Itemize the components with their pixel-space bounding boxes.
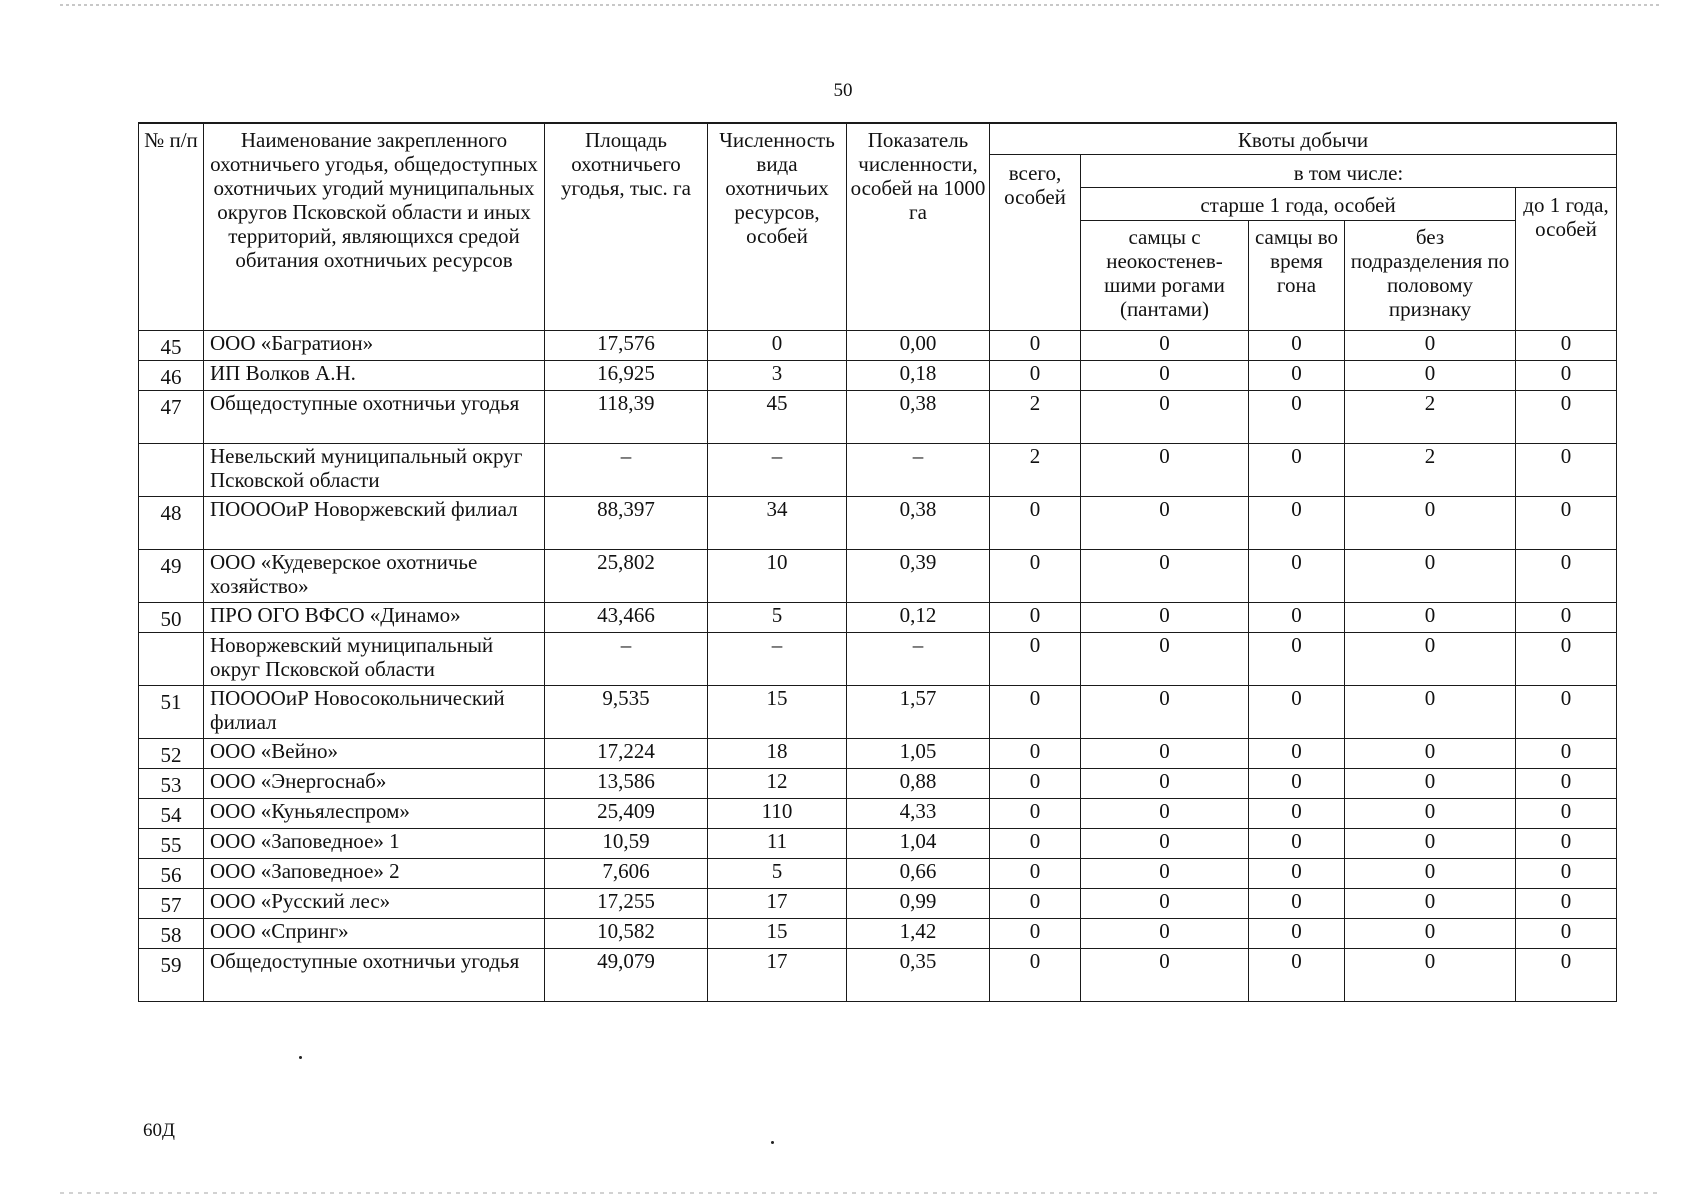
row-total: 0 — [990, 738, 1081, 768]
row-young: 0 — [1516, 549, 1617, 602]
scan-speck — [771, 1141, 774, 1144]
row-total: 0 — [990, 549, 1081, 602]
row-number: 46 — [139, 360, 204, 390]
row-males-rut: 0 — [1249, 602, 1345, 632]
row-area: 118,39 — [545, 390, 708, 443]
row-name: ООО «Русский лес» — [204, 888, 545, 918]
header-no-sex: без подразделения по половому признаку — [1345, 220, 1516, 330]
row-density: 1,04 — [847, 828, 990, 858]
row-name: ООО «Спринг» — [204, 918, 545, 948]
row-total: 0 — [990, 602, 1081, 632]
row-area: 10,582 — [545, 918, 708, 948]
table-row — [139, 828, 1617, 858]
row-density: – — [847, 443, 990, 496]
row-males-antlers: 0 — [1081, 768, 1249, 798]
row-males-rut: 0 — [1249, 888, 1345, 918]
table-header — [139, 123, 1617, 330]
header-including: в том числе: — [1081, 154, 1617, 187]
row-density: 0,99 — [847, 888, 990, 918]
row-density: 0,18 — [847, 360, 990, 390]
row-population: 18 — [708, 738, 847, 768]
row-density: 0,12 — [847, 602, 990, 632]
row-number: 52 — [139, 738, 204, 768]
row-total: 0 — [990, 918, 1081, 948]
row-density: 4,33 — [847, 798, 990, 828]
row-no-sex: 0 — [1345, 632, 1516, 685]
row-population: 10 — [708, 549, 847, 602]
row-name: Невельский муниципальный округ Псковской области — [204, 443, 545, 496]
row-young: 0 — [1516, 496, 1617, 549]
header-total: всего, особей — [990, 154, 1081, 330]
scan-edge-top — [60, 4, 1660, 6]
row-density: 1,57 — [847, 685, 990, 738]
row-density: 0,00 — [847, 330, 990, 360]
row-no-sex: 0 — [1345, 888, 1516, 918]
row-name: Общедоступные охотничьи угодья — [204, 390, 545, 443]
row-name: ООО «Заповедное» 2 — [204, 858, 545, 888]
row-name: ПООООиР Новоржевский филиал — [204, 496, 545, 549]
row-no-sex: 2 — [1345, 390, 1516, 443]
row-population: 5 — [708, 858, 847, 888]
row-density: 0,66 — [847, 858, 990, 888]
row-young: 0 — [1516, 798, 1617, 828]
row-total: 0 — [990, 685, 1081, 738]
row-no-sex: 0 — [1345, 858, 1516, 888]
row-males-rut: 0 — [1249, 798, 1345, 828]
table-body — [139, 330, 1617, 1001]
row-total: 0 — [990, 632, 1081, 685]
row-population: 12 — [708, 768, 847, 798]
table-row — [139, 738, 1617, 768]
table-row — [139, 918, 1617, 948]
row-area: 49,079 — [545, 948, 708, 1001]
row-males-rut: 0 — [1249, 685, 1345, 738]
row-no-sex: 0 — [1345, 360, 1516, 390]
header-density: Показатель численности, особей на 1000 га — [847, 123, 990, 330]
header-area: Площадь охотничьего угодья, тыс. га — [545, 123, 708, 330]
row-males-antlers: 0 — [1081, 602, 1249, 632]
header-males-rut: самцы во время гона — [1249, 220, 1345, 330]
table-row — [139, 768, 1617, 798]
row-males-antlers: 0 — [1081, 632, 1249, 685]
scan-speck — [299, 1056, 302, 1059]
row-males-rut: 0 — [1249, 443, 1345, 496]
header-quotas: Квоты добычи — [990, 123, 1617, 154]
row-males-antlers: 0 — [1081, 390, 1249, 443]
row-young: 0 — [1516, 948, 1617, 1001]
row-males-rut: 0 — [1249, 632, 1345, 685]
row-males-antlers: 0 — [1081, 549, 1249, 602]
row-total: 0 — [990, 496, 1081, 549]
table-row — [139, 888, 1617, 918]
table-row — [139, 443, 1617, 496]
row-young: 0 — [1516, 390, 1617, 443]
footer-code: 60Д — [143, 1120, 175, 1141]
table-row — [139, 549, 1617, 602]
row-density: 1,05 — [847, 738, 990, 768]
row-population: 0 — [708, 330, 847, 360]
quota-table — [138, 122, 1617, 1002]
row-males-antlers: 0 — [1081, 828, 1249, 858]
row-number — [139, 443, 204, 496]
row-no-sex: 0 — [1345, 948, 1516, 1001]
row-number: 55 — [139, 828, 204, 858]
row-area: 10,59 — [545, 828, 708, 858]
row-males-rut: 0 — [1249, 549, 1345, 602]
row-males-antlers: 0 — [1081, 443, 1249, 496]
row-density: – — [847, 632, 990, 685]
row-number: 45 — [139, 330, 204, 360]
row-no-sex: 0 — [1345, 685, 1516, 738]
row-number: 56 — [139, 858, 204, 888]
row-total: 0 — [990, 888, 1081, 918]
row-density: 0,88 — [847, 768, 990, 798]
row-density: 0,38 — [847, 496, 990, 549]
row-males-antlers: 0 — [1081, 738, 1249, 768]
row-population: 17 — [708, 888, 847, 918]
row-area: 9,535 — [545, 685, 708, 738]
row-area: – — [545, 443, 708, 496]
row-young: 0 — [1516, 888, 1617, 918]
row-males-rut: 0 — [1249, 858, 1345, 888]
header-population: Численность вида охотничьих ресурсов, особей — [708, 123, 847, 330]
row-area: 43,466 — [545, 602, 708, 632]
row-name: ООО «Куньялеспром» — [204, 798, 545, 828]
row-total: 0 — [990, 828, 1081, 858]
row-number — [139, 632, 204, 685]
page-number: 50 — [833, 80, 853, 101]
scan-edge-bottom — [60, 1192, 1660, 1194]
row-no-sex: 0 — [1345, 798, 1516, 828]
row-name: Новоржевский муниципальный округ Псковской области — [204, 632, 545, 685]
row-population: 17 — [708, 948, 847, 1001]
row-total: 0 — [990, 768, 1081, 798]
row-total: 0 — [990, 948, 1081, 1001]
row-males-rut: 0 — [1249, 330, 1345, 360]
row-name: ООО «Энергоснаб» — [204, 768, 545, 798]
row-males-rut: 0 — [1249, 768, 1345, 798]
row-young: 0 — [1516, 602, 1617, 632]
row-number: 50 — [139, 602, 204, 632]
table-row — [139, 632, 1617, 685]
row-total: 0 — [990, 858, 1081, 888]
row-males-antlers: 0 — [1081, 888, 1249, 918]
row-males-rut: 0 — [1249, 828, 1345, 858]
row-total: 0 — [990, 798, 1081, 828]
row-population: 5 — [708, 602, 847, 632]
row-total: 0 — [990, 330, 1081, 360]
row-males-rut: 0 — [1249, 360, 1345, 390]
row-young: 0 — [1516, 330, 1617, 360]
row-name: Общедоступные охотничьи угодья — [204, 948, 545, 1001]
row-population: – — [708, 443, 847, 496]
row-no-sex: 0 — [1345, 738, 1516, 768]
row-males-antlers: 0 — [1081, 948, 1249, 1001]
row-total: 2 — [990, 443, 1081, 496]
table-row — [139, 496, 1617, 549]
row-males-rut: 0 — [1249, 390, 1345, 443]
header-name: Наименование закрепленного охотничьего угодья, общедоступных охотничьих угодий муниципальных округов Псковской области и иных территорий, являющихся средой обитания охотничьих ресурсов — [204, 123, 545, 330]
row-population: 15 — [708, 685, 847, 738]
row-number: 53 — [139, 768, 204, 798]
row-males-antlers: 0 — [1081, 685, 1249, 738]
row-young: 0 — [1516, 828, 1617, 858]
row-number: 48 — [139, 496, 204, 549]
row-density: 0,39 — [847, 549, 990, 602]
row-males-rut: 0 — [1249, 948, 1345, 1001]
row-population: 110 — [708, 798, 847, 828]
row-number: 49 — [139, 549, 204, 602]
row-population: – — [708, 632, 847, 685]
row-males-rut: 0 — [1249, 738, 1345, 768]
header-males-antlers: самцы с неокостенев-шими рогами (пантами) — [1081, 220, 1249, 330]
row-area: 25,409 — [545, 798, 708, 828]
row-no-sex: 0 — [1345, 918, 1516, 948]
header-young: до 1 года, особей — [1516, 187, 1617, 330]
row-area: 13,586 — [545, 768, 708, 798]
row-name: ПРО ОГО ВФСО «Динамо» — [204, 602, 545, 632]
row-young: 0 — [1516, 918, 1617, 948]
table-row — [139, 685, 1617, 738]
row-population: 3 — [708, 360, 847, 390]
row-no-sex: 2 — [1345, 443, 1516, 496]
row-name: ПООООиР Новосокольнический филиал — [204, 685, 545, 738]
row-no-sex: 0 — [1345, 496, 1516, 549]
table-row — [139, 798, 1617, 828]
row-area: 25,802 — [545, 549, 708, 602]
row-males-antlers: 0 — [1081, 330, 1249, 360]
row-density: 1,42 — [847, 918, 990, 948]
row-population: 34 — [708, 496, 847, 549]
row-no-sex: 0 — [1345, 549, 1516, 602]
row-name: ИП Волков А.Н. — [204, 360, 545, 390]
row-young: 0 — [1516, 632, 1617, 685]
row-young: 0 — [1516, 768, 1617, 798]
row-area: 17,224 — [545, 738, 708, 768]
header-older: старше 1 года, особей — [1081, 187, 1516, 220]
row-number: 51 — [139, 685, 204, 738]
table-row — [139, 360, 1617, 390]
row-population: 15 — [708, 918, 847, 948]
row-no-sex: 0 — [1345, 330, 1516, 360]
row-number: 57 — [139, 888, 204, 918]
row-population: 11 — [708, 828, 847, 858]
row-no-sex: 0 — [1345, 768, 1516, 798]
row-males-antlers: 0 — [1081, 360, 1249, 390]
row-young: 0 — [1516, 858, 1617, 888]
row-name: ООО «Багратион» — [204, 330, 545, 360]
row-no-sex: 0 — [1345, 828, 1516, 858]
row-population: 45 — [708, 390, 847, 443]
table-row — [139, 330, 1617, 360]
table-row — [139, 858, 1617, 888]
row-area: 7,606 — [545, 858, 708, 888]
row-area: 16,925 — [545, 360, 708, 390]
row-young: 0 — [1516, 443, 1617, 496]
row-males-rut: 0 — [1249, 496, 1345, 549]
row-area: 17,576 — [545, 330, 708, 360]
row-name: ООО «Кудеверское охотничье хозяйство» — [204, 549, 545, 602]
row-number: 54 — [139, 798, 204, 828]
row-young: 0 — [1516, 685, 1617, 738]
row-area: 17,255 — [545, 888, 708, 918]
row-name: ООО «Заповедное» 1 — [204, 828, 545, 858]
row-density: 0,35 — [847, 948, 990, 1001]
row-males-rut: 0 — [1249, 918, 1345, 948]
row-young: 0 — [1516, 738, 1617, 768]
row-number: 47 — [139, 390, 204, 443]
row-total: 0 — [990, 360, 1081, 390]
row-young: 0 — [1516, 360, 1617, 390]
row-males-antlers: 0 — [1081, 858, 1249, 888]
row-males-antlers: 0 — [1081, 918, 1249, 948]
row-total: 2 — [990, 390, 1081, 443]
row-area: – — [545, 632, 708, 685]
row-no-sex: 0 — [1345, 602, 1516, 632]
row-name: ООО «Вейно» — [204, 738, 545, 768]
row-males-antlers: 0 — [1081, 496, 1249, 549]
row-area: 88,397 — [545, 496, 708, 549]
table-row — [139, 602, 1617, 632]
row-males-antlers: 0 — [1081, 798, 1249, 828]
header-num: № п/п — [139, 123, 204, 330]
row-number: 59 — [139, 948, 204, 1001]
table-row — [139, 948, 1617, 1001]
table-row — [139, 390, 1617, 443]
row-density: 0,38 — [847, 390, 990, 443]
row-number: 58 — [139, 918, 204, 948]
